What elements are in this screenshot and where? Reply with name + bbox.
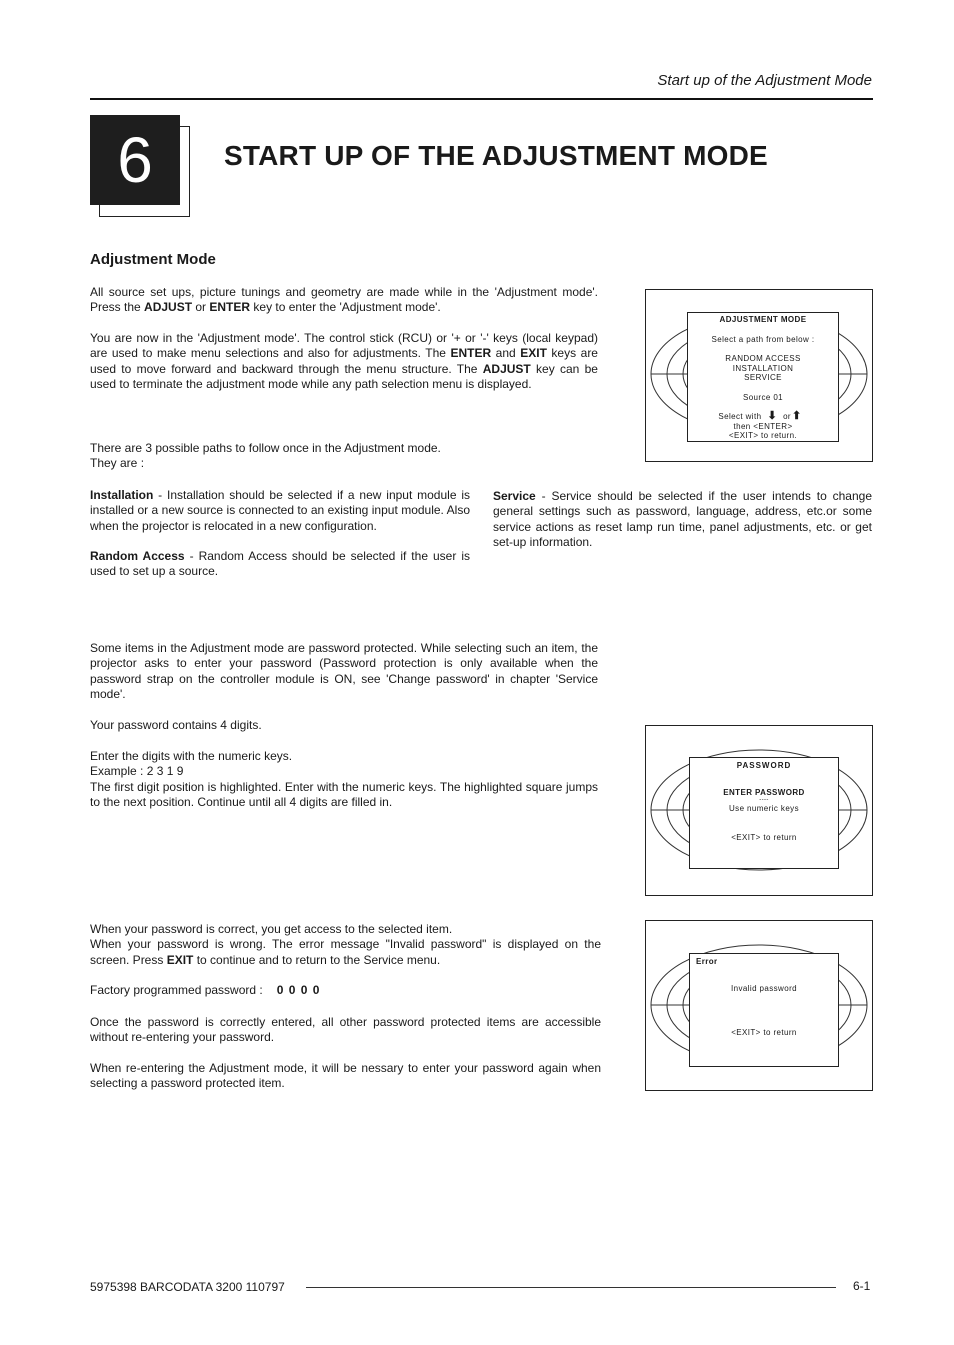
error-menu xyxy=(689,953,839,1067)
adjustment-mode-figure xyxy=(645,289,873,462)
menu-item-installation[interactable]: INSTALLATION xyxy=(732,363,794,373)
password-result-paragraph: When your password is correct, you get access to the selected item. When your password is wrong. The error message "Invalid password" is displayed on the screen. Press EXIT to continue and to return to the Service menu. xyxy=(90,922,601,967)
password-digits-paragraph: Your password contains 4 digits. xyxy=(90,718,262,732)
controls-paragraph: You are now in the 'Adjustment mode'. The control stick (RCU) or '+ or '-' keys (local keypad) are used to make menu selections and also for adjustments. The ENTER and EXIT keys are used to move forward and backward through the menu structure. The ADJUST key can be used to terminate the adjustment mode while any path selection menu is displayed. xyxy=(90,331,598,392)
error-message: Invalid password xyxy=(731,983,797,993)
factory-password-value: 0 0 0 0 xyxy=(276,983,321,997)
menu-source: Source 01 xyxy=(742,392,784,402)
or-label: or xyxy=(783,412,791,421)
menu-title: ADJUSTMENT MODE xyxy=(719,315,807,324)
page-number: 6-1 xyxy=(853,1279,871,1293)
menu-prompt: Select a path from below : xyxy=(711,334,815,344)
password-digit-slots[interactable]: ---- xyxy=(759,797,769,803)
use-numeric-keys-hint: Use numeric keys xyxy=(729,804,799,813)
password-exit-hint: <EXIT> to return xyxy=(731,832,797,842)
factory-password-paragraph: Factory programmed password : 0 0 0 0 xyxy=(90,983,321,997)
menu-then-enter: then <ENTER> xyxy=(733,421,793,431)
password-protection-paragraph: Some items in the Adjustment mode are password protected. While selecting such an item, the projector asks to enter your password (Password protection is only available when the password strap on the controller module is ON, see 'Change password' in chapter 'Service mode'. xyxy=(90,641,598,702)
chapter-title: START UP OF THE ADJUSTMENT MODE xyxy=(224,140,768,171)
menu-select-hint xyxy=(688,412,838,422)
password-figure xyxy=(645,725,873,896)
select-with-label: Select with xyxy=(718,412,762,421)
adjustment-menu xyxy=(687,312,839,442)
section-title: Adjustment Mode xyxy=(90,251,216,268)
menu-item-random-access[interactable]: RANDOM ACCESS xyxy=(725,354,801,363)
intro-paragraph: All source set ups, picture tunings and geometry are made while in the 'Adjustment mode'. Press the ADJUST or ENTER key to enter the 'Adjustment mode'. xyxy=(90,285,598,315)
random-access-paragraph: Random Access - Random Access should be selected if the user is used to set up a source. xyxy=(90,549,470,579)
reentry-paragraph: When re-entering the Adjustment mode, it will be nessary to enter your password again when selecting a password protected item. xyxy=(90,1061,601,1091)
header-rule xyxy=(90,98,873,100)
menu-exit-hint: <EXIT> to return. xyxy=(728,431,798,440)
running-head: Start up of the Adjustment Mode xyxy=(657,72,872,89)
arrow-down-icon: ⬇ xyxy=(767,410,778,422)
arrow-up-icon: ⬆ xyxy=(792,410,802,422)
chapter-number: 6 xyxy=(90,115,180,205)
footer-doc-id: 5975398 BARCODATA 3200 110797 xyxy=(90,1280,285,1294)
paths-intro: There are 3 possible paths to follow once in the Adjustment mode. They are : xyxy=(90,441,441,471)
error-figure xyxy=(645,920,873,1091)
enter-password-label: ENTER PASSWORD xyxy=(723,787,805,797)
menu-item-service[interactable]: SERVICE xyxy=(744,373,782,382)
password-title: PASSWORD xyxy=(736,761,792,770)
password-menu xyxy=(689,757,839,869)
enter-digits-paragraph: Enter the digits with the numeric keys. Example : 2 3 1 9 The first digit position is highlighted. Enter with the numeric keys. The highlighted square jumps to the next position. Continue until all 4 digits are filled in. xyxy=(90,749,598,810)
error-title: Error xyxy=(696,957,718,966)
error-exit-hint: <EXIT> to return xyxy=(731,1028,797,1037)
footer-rule xyxy=(306,1287,836,1288)
password-accessible-paragraph: Once the password is correctly entered, all other password protected items are accessible without re-entering your password. xyxy=(90,1015,601,1045)
installation-paragraph: Installation - Installation should be selected if a new input module is installed or a new source is connected to an existing input module. Also when the projector is relocated in a new configuration. xyxy=(90,488,470,533)
service-paragraph: Service - Service should be selected if the user intends to change general settings such as password, language, address, etc.or some service actions as reset lamp run time, panel adjustments, etc. or get set-up information. xyxy=(493,489,872,550)
